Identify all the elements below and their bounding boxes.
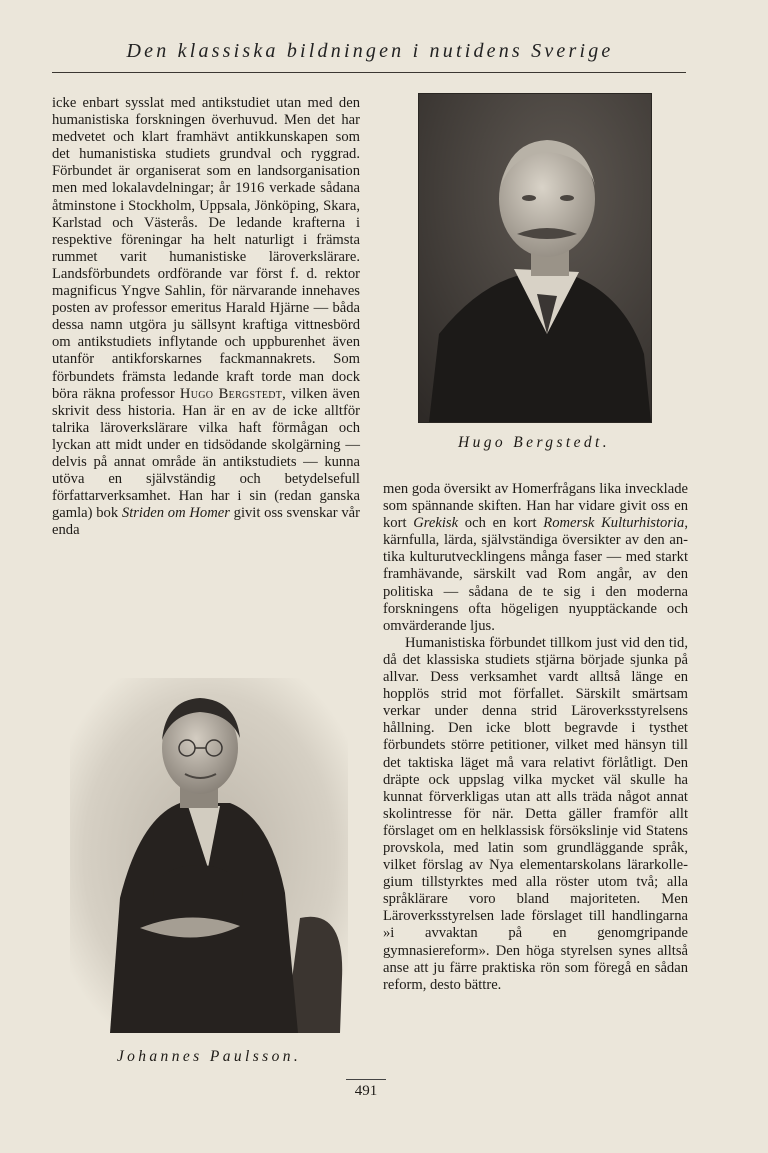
portrait-photo-bergstedt	[418, 93, 652, 423]
right-text-part-3: , kärnfulla, lärda, självständiga översikter av den antika kulturutvecklingens många faser — med starkt framhävande, särskilt vad Rom angår, av den politiska — sådana de te sig i den moderna forskningens ofta högeligen nyupptäckande och omvärderande ljus.	[383, 515, 688, 634]
portrait-illustration	[419, 94, 651, 422]
book-title-romersk: Romersk Kulturhistoria	[543, 515, 685, 532]
right-text-column	[383, 481, 688, 994]
right-text-part-2: och en kort	[458, 515, 544, 532]
right-paragraph-1	[383, 481, 688, 635]
left-text-part-1: icke enbart sysslat med antikstudiet utan med den humanistiska forskningen överhuvud. Men det har medvetet och klart framhävt antikkunskapen som det humanistiska studiets grundval och ryggrad. Förbundet är organiserat som en landsorganisation men med lokalavdelningar; år 1916 verkade sådana åtminstone i Stockholm, Uppsala, Jönköping, Skara, Karlstad och Västerås. De ledande krafterna i respektive föreningar ha helt naturligt i främsta rummet varit humanistiske läroverkslärare. Landsförbundets ordförande var först f. d. rektor magnificus Yngve Sahlin, för närvarande innehaves posten av professor emeritus Harald Hjärne — båda dessa namn utgöra ju sällsynt kraftiga vittnesbörd om antikstudiets inflytande och uppburenhet även utanför antikforskarnes fackmannakrets. Som förbundets främsta ledande kraft torde man dock böra räkna professor	[52, 95, 360, 402]
right-paragraph-2: Humanistiska förbundet tillkom just vid den tid, då det klassiska studiets stjärna började sjunka på allvar. Dess verksamhet vardt alltså länge en hopplös strid mot förfallet. Särskilt smärtsam verkar under denna strid Läroverksstyrelsens hållning. Den icke blott begravde i tysthet förbundets större petitioner, vilket med hänsyn till det taktiska läget må vara relativt förlåtligt. Den dräpte ock uppslag vilka mycket väl skulle ha kunnat förverkligas utan att alls träda något annat skolintresse för när. Detta gäller framför allt förslaget om en helklassisk försökslinje vid Statens provskola, med latin som grundläggande språk, vilket förslag av Nya elementarskolans lärarkollegium tillstyrktes med alla röster utom två; alla språklärare voro bland majoriteten. Men Läroverksstyrelsen lade förslaget till handlingarna »i avvaktan på en genomgripande gymnasiereform». Den höga styrelsen synes alltså anse att ju färre praktiska rön som föregå en sådan reform, desto bättre.	[383, 634, 688, 993]
book-title-striden: Striden om Homer	[121, 505, 230, 522]
running-header: Den klassiska bildningen i nutidens Sverige	[126, 40, 614, 62]
left-text-column	[52, 95, 360, 539]
person-name-smallcaps: Hugo Bergstedt	[179, 385, 283, 402]
left-paragraph	[52, 95, 360, 539]
right-text-part-1: men goda översikt av Homerfrågans lika invecklade som spännande skiften. Han har vidare givit oss en kort	[383, 481, 688, 532]
page-number-rule	[346, 1079, 386, 1080]
portrait-caption-paulsson: Johannes Paulsson.	[116, 1048, 302, 1065]
book-title-grekisk: Grekisk	[413, 515, 459, 532]
portrait-illustration	[70, 678, 348, 1033]
header-rule	[52, 72, 686, 73]
portrait-photo-paulsson	[70, 678, 348, 1033]
portrait-caption-bergstedt: Hugo Bergstedt.	[457, 434, 611, 451]
left-text-part-3: givit oss svenskar vår enda	[52, 505, 360, 539]
page-number: 491	[354, 1083, 378, 1099]
left-text-part-2: , vilken även skrivit dess historia. Han är en av de icke alltför talrika läroverkslärare vilka haft förmågan och lyckan att midt under en tidsödande skolgärning — delvis på annat område än antikstudiets — kunna utöva en självständig och betydelsefull författarverksamhet. Han har i sin (redan ganska gamla) bok	[52, 385, 360, 522]
